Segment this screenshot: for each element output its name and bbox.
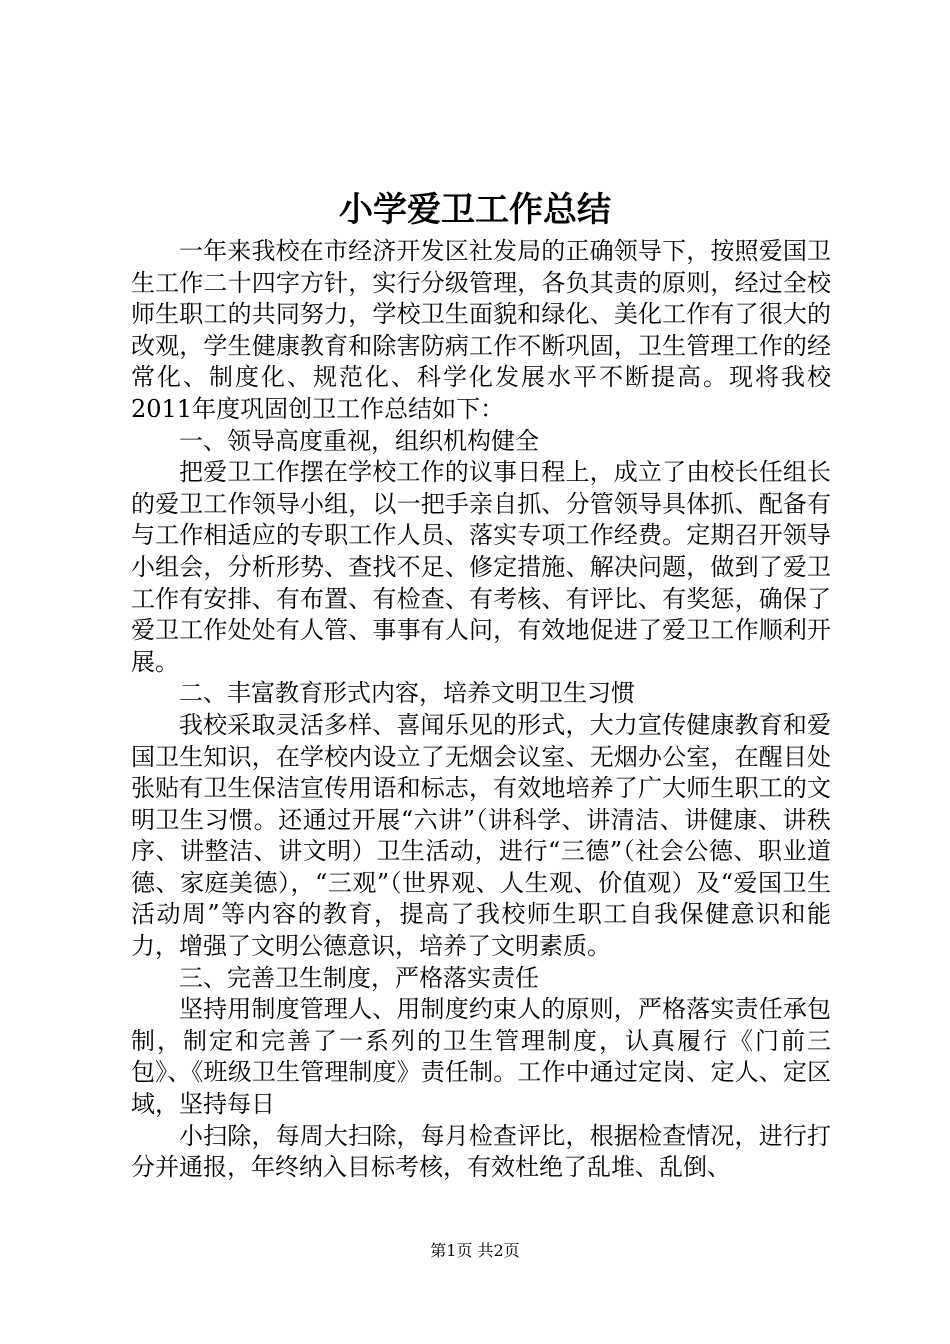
section-heading-1: 一、领导高度重视，组织机构健全 — [179, 426, 539, 455]
paragraph-section-3: 坚持用制度管理人、用制度约束人的原则，严格落实责任承包制，制定和完善了一系列的卫生管理制度，认真履行《门前三包》、《班级卫生管理制度》责任制。工作中通过定岗、定人、定区域，坚持每日 — [131, 995, 831, 1119]
page-footer — [0, 1241, 950, 1261]
section-heading-2: 二、丰富教育形式内容，培养文明卫生习惯 — [179, 679, 635, 708]
paragraph-section-3-continued: 小扫除，每周大扫除，每月检查评比，根据检查情况，进行打分并通报，年终纳入目标考核，有效杜绝了乱堆、乱倒、 — [131, 1121, 831, 1182]
paragraph-intro: 一年来我校在市经济开发区社发局的正确领导下，按照爱国卫生工作二十四字方针，实行分级管理，各负其责的原则，经过全校师生职工的共同努力，学校卫生面貌和绿化、美化工作有了很大的改观，学生健康教育和除害防病工作不断巩固，卫生管理工作的经常化、制度化、规范化、科学化发展水平不断提高。现将我校2011年度巩固创卫工作总结如下： — [131, 237, 831, 423]
document-body — [131, 236, 831, 1184]
section-heading-3: 三、完善卫生制度，严格落实责任 — [179, 963, 539, 992]
document-title: 小学爱卫工作总结 — [339, 190, 611, 230]
paragraph-section-2: 我校采取灵活多样、喜闻乐见的形式，大力宣传健康教育和爱国卫生知识，在学校内设立了无烟会议室、无烟办公室，在醒目处张贴有卫生保洁宣传用语和标志，有效地培养了广大师生职工的文明卫生习惯。还通过开展“六讲”（讲科学、讲清洁、讲健康、讲秩序、讲整洁、讲文明）卫生活动，进行“三德”（社会公德、职业道德、家庭美德），“三观”（世界观、人生观、价值观）及“爱国卫生活动周”等内容的教育，提高了我校师生职工自我保健意识和能力，增强了文明公德意识，培养了文明素质。 — [131, 710, 831, 961]
page-number-indicator: 第1页 共2页 — [430, 1241, 520, 1260]
paragraph-section-1: 把爱卫工作摆在学校工作的议事日程上，成立了由校长任组长的爱卫工作领导小组，以一把手亲自抓、分管领导具体抓、配备有与工作相适应的专职工作人员、落实专项工作经费。定期召开领导小组会，分析形势、查找不足、修定措施、解决问题，做到了爱卫工作有安排、有布置、有检查、有考核、有评比、有奖惩，确保了爱卫工作处处有人管、事事有人问，有效地促进了爱卫工作顺利开展。 — [131, 458, 831, 676]
